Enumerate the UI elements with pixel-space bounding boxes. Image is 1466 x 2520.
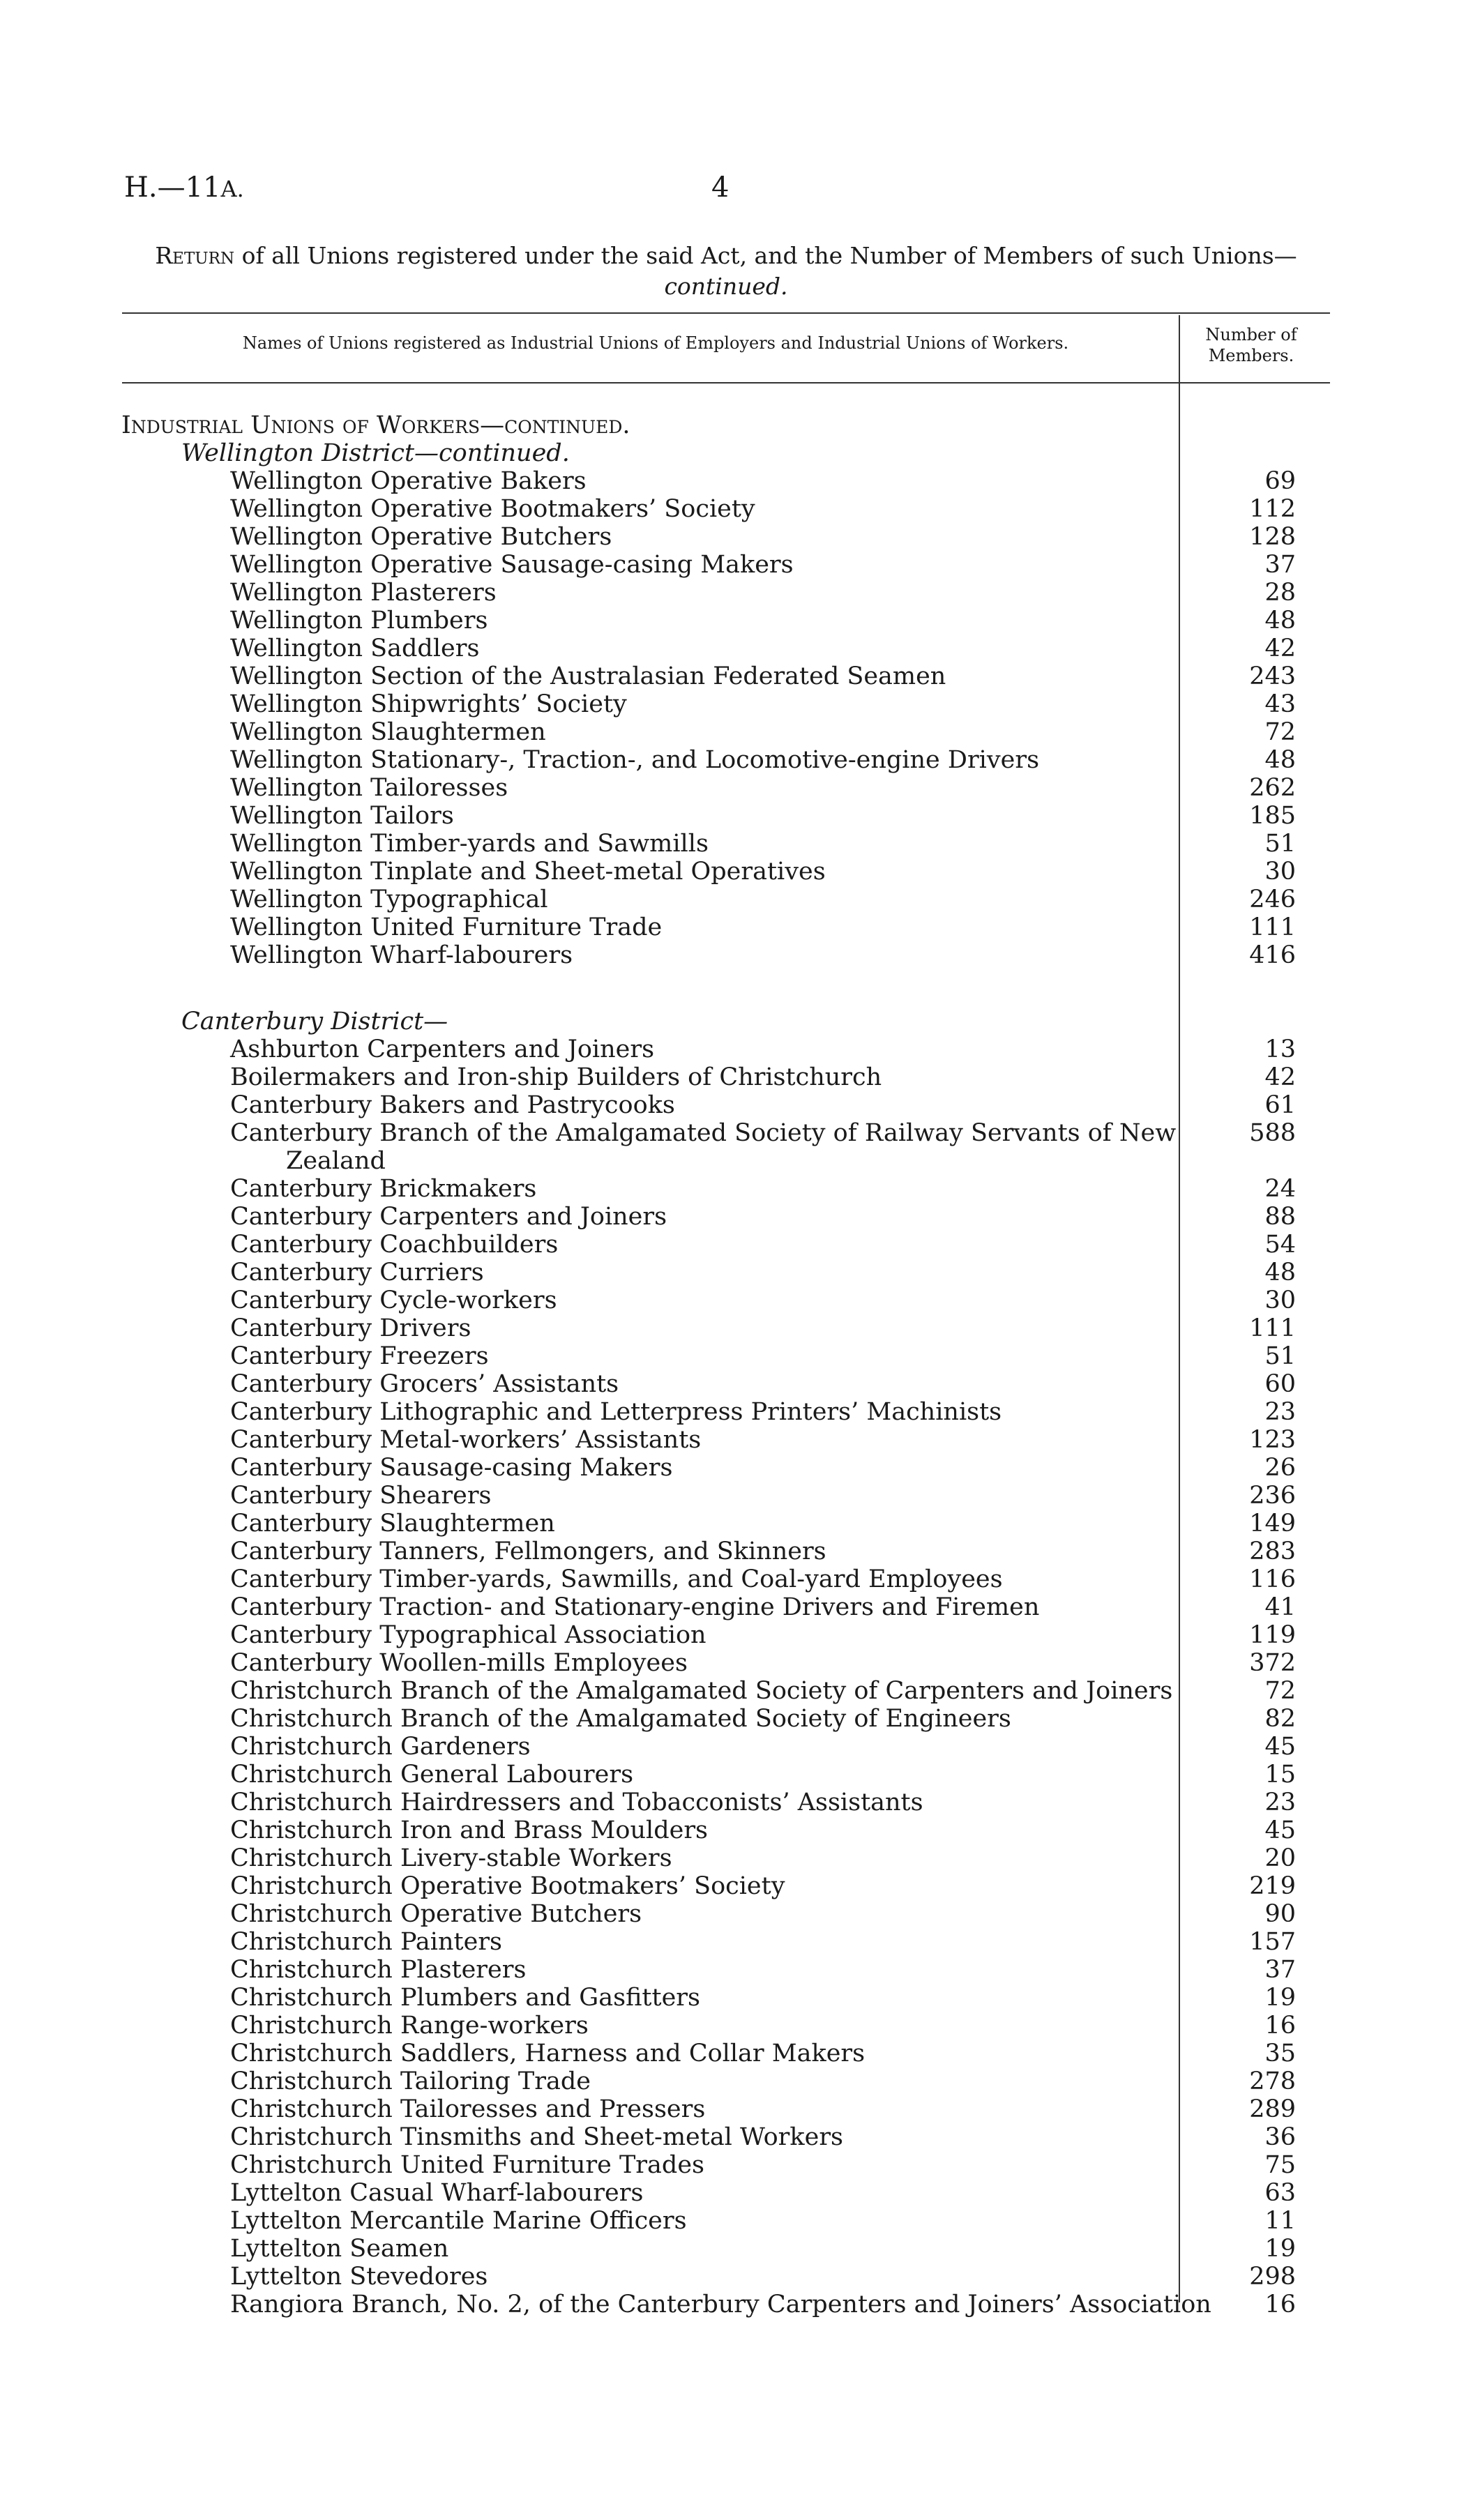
table-row (119, 635, 1325, 662)
table-row (119, 1482, 1325, 1510)
member-count: 51 (1264, 1342, 1296, 1370)
table-row (119, 2207, 1325, 2235)
table-row (119, 2235, 1325, 2263)
union-name: Christchurch Branch of the Amalgamated Society of Engineers (230, 1705, 1011, 1733)
table-row (119, 1286, 1325, 1314)
table-row (119, 802, 1325, 830)
union-name: Wellington Tinplate and Sheet-metal Operatives (230, 858, 826, 886)
member-count: 45 (1264, 1733, 1296, 1761)
union-name: Canterbury Carpenters and Joiners (230, 1203, 667, 1231)
table-row (119, 2040, 1325, 2067)
top-rule (122, 312, 1330, 314)
member-count: 26 (1264, 1454, 1296, 1482)
table-row (119, 941, 1325, 969)
table-row (119, 1370, 1325, 1398)
table-row (119, 1900, 1325, 1928)
table-row (119, 1872, 1325, 1900)
member-count: 111 (1249, 1314, 1296, 1342)
table-row (119, 830, 1325, 858)
union-name: Wellington Timber-yards and Sawmills (230, 830, 709, 858)
member-count: 298 (1249, 2263, 1296, 2291)
table-row (119, 1705, 1325, 1733)
table-row (119, 1538, 1325, 1565)
table-row (119, 495, 1325, 523)
table-row (119, 1175, 1325, 1203)
member-count: 246 (1249, 886, 1296, 913)
member-count: 90 (1264, 1900, 1296, 1928)
union-name: Christchurch Branch of the Amalgamated Society of Carpenters and Joiners (230, 1677, 1173, 1705)
member-count: 372 (1249, 1649, 1296, 1677)
table-row (119, 1063, 1325, 1091)
union-name: Christchurch Operative Butchers (230, 1900, 642, 1928)
union-name: Canterbury Traction- and Stationary-engine Drivers and Firemen (230, 1593, 1040, 1621)
table-row (119, 1398, 1325, 1426)
intro-body: of all Unions registered under the said Act, and the Number of Members of such Unions— (241, 242, 1297, 269)
union-name: Christchurch Tailoring Trade (230, 2067, 591, 2095)
union-name: Wellington Saddlers (230, 635, 480, 662)
table-row-continuation (119, 1147, 1325, 1175)
union-name: Canterbury Coachbuilders (230, 1231, 559, 1259)
table-row (119, 1119, 1325, 1147)
union-name: Boilermakers and Iron-ship Builders of Christchurch (230, 1063, 882, 1091)
return-word: Return (155, 242, 235, 269)
member-count: 11 (1264, 2207, 1296, 2235)
member-count: 51 (1264, 830, 1296, 858)
table-row (119, 1956, 1325, 1984)
member-count: 35 (1264, 2040, 1296, 2067)
member-count: 262 (1249, 774, 1296, 802)
member-count: 37 (1264, 1956, 1296, 1984)
member-count: 157 (1249, 1928, 1296, 1956)
member-count: 42 (1264, 635, 1296, 662)
union-name: Christchurch Iron and Brass Moulders (230, 1816, 709, 1844)
table-row (119, 718, 1325, 746)
member-count: 54 (1264, 1231, 1296, 1259)
table-row (119, 1203, 1325, 1231)
table-row (119, 1733, 1325, 1761)
union-name: Christchurch Painters (230, 1928, 503, 1956)
member-count: 111 (1249, 913, 1296, 941)
union-name: Wellington Tailors (230, 802, 454, 830)
union-name: Canterbury Bakers and Pastrycooks (230, 1091, 675, 1119)
union-name-continued: Zealand (286, 1147, 386, 1175)
table-row (119, 1677, 1325, 1705)
table-row (119, 579, 1325, 607)
union-name: Canterbury Tanners, Fellmongers, and Skinners (230, 1538, 826, 1565)
table-row (119, 1342, 1325, 1370)
member-count: 63 (1264, 2179, 1296, 2207)
union-name: Canterbury Cycle-workers (230, 1286, 557, 1314)
union-name: Wellington Wharf-labourers (230, 941, 573, 969)
union-name: Wellington Typographical (230, 886, 548, 913)
member-count: 88 (1264, 1203, 1296, 1231)
member-count: 283 (1249, 1538, 1296, 1565)
union-name: Canterbury Branch of the Amalgamated Society of Railway Servants of New (230, 1119, 1177, 1147)
table-row (119, 886, 1325, 913)
member-count: 48 (1264, 607, 1296, 635)
table-row (119, 607, 1325, 635)
member-count: 48 (1264, 746, 1296, 774)
union-name: Canterbury Brickmakers (230, 1175, 537, 1203)
union-name: Christchurch Tailoresses and Pressers (230, 2095, 706, 2123)
member-count: 45 (1264, 1816, 1296, 1844)
union-name: Christchurch General Labourers (230, 1761, 634, 1789)
table-row (119, 2263, 1325, 2291)
member-count: 119 (1249, 1621, 1296, 1649)
member-count: 23 (1264, 1789, 1296, 1816)
union-name: Canterbury Drivers (230, 1314, 471, 1342)
union-name: Wellington Operative Butchers (230, 523, 612, 551)
member-count: 60 (1264, 1370, 1296, 1398)
member-count: 30 (1264, 1286, 1296, 1314)
member-count: 43 (1264, 690, 1296, 718)
table-row (119, 858, 1325, 886)
table-row (119, 1231, 1325, 1259)
member-count: 82 (1264, 1705, 1296, 1733)
union-name: Christchurch Tinsmiths and Sheet-metal Workers (230, 2123, 844, 2151)
member-count: 16 (1264, 2291, 1296, 2318)
column-header-members: Number of Members. (1205, 325, 1297, 365)
intro-continued: continued. (664, 273, 788, 300)
table-row (119, 2151, 1325, 2179)
member-count: 37 (1264, 551, 1296, 579)
page-number: 4 (711, 172, 730, 204)
intro-text (122, 241, 1330, 302)
union-name: Wellington Operative Sausage-casing Makers (230, 551, 794, 579)
union-name: Canterbury Grocers’ Assistants (230, 1370, 619, 1398)
union-table (119, 411, 1325, 2318)
union-name: Christchurch Plasterers (230, 1956, 527, 1984)
district-heading-wellington: Wellington District—continued. (181, 439, 570, 467)
table-row (119, 1454, 1325, 1482)
member-count: 128 (1249, 523, 1296, 551)
member-count: 243 (1249, 662, 1296, 690)
member-count: 28 (1264, 579, 1296, 607)
union-name: Christchurch Saddlers, Harness and Collar Makers (230, 2040, 866, 2067)
union-name: Canterbury Metal-workers’ Assistants (230, 1426, 702, 1454)
member-count: 289 (1249, 2095, 1296, 2123)
member-count: 149 (1249, 1510, 1296, 1538)
table-row (119, 1844, 1325, 1872)
table-row (119, 1789, 1325, 1816)
union-name: Lyttelton Mercantile Marine Officers (230, 2207, 687, 2235)
table-row (119, 774, 1325, 802)
member-count: 185 (1249, 802, 1296, 830)
member-count: 112 (1249, 495, 1296, 523)
member-count: 61 (1264, 1091, 1296, 1119)
table-row (119, 1091, 1325, 1119)
union-name: Christchurch United Furniture Trades (230, 2151, 704, 2179)
member-count: 75 (1264, 2151, 1296, 2179)
member-count: 19 (1264, 1984, 1296, 2012)
union-name: Wellington Slaughtermen (230, 718, 546, 746)
district-heading-canterbury: Canterbury District— (181, 1008, 448, 1035)
union-name: Canterbury Curriers (230, 1259, 484, 1286)
table-row (119, 1984, 1325, 2012)
union-name: Wellington Section of the Australasian Federated Seamen (230, 662, 946, 690)
table-row (119, 2179, 1325, 2207)
union-name: Christchurch Hairdressers and Tobacconists’ Assistants (230, 1789, 923, 1816)
union-name: Wellington Plumbers (230, 607, 488, 635)
header-rule (122, 382, 1330, 384)
member-count: 69 (1264, 467, 1296, 495)
union-name: Wellington Stationary-, Traction-, and Locomotive-engine Drivers (230, 746, 1040, 774)
member-count: 16 (1264, 2012, 1296, 2040)
member-count: 42 (1264, 1063, 1296, 1091)
table-row (119, 1565, 1325, 1593)
member-count: 30 (1264, 858, 1296, 886)
table-row (119, 1761, 1325, 1789)
member-count: 23 (1264, 1398, 1296, 1426)
member-count: 588 (1249, 1119, 1296, 1147)
member-count: 116 (1249, 1565, 1296, 1593)
union-name: Wellington Shipwrights’ Society (230, 690, 627, 718)
table-row (119, 913, 1325, 941)
union-name: Canterbury Freezers (230, 1342, 489, 1370)
member-count: 48 (1264, 1259, 1296, 1286)
union-name: Christchurch Operative Bootmakers’ Society (230, 1872, 785, 1900)
table-row (119, 551, 1325, 579)
table-row (119, 1035, 1325, 1063)
table-row (119, 662, 1325, 690)
union-name: Canterbury Slaughtermen (230, 1510, 555, 1538)
union-name: Rangiora Branch, No. 2, of the Canterbury Carpenters and Joiners’ Association (230, 2291, 1211, 2318)
table-row (119, 746, 1325, 774)
union-name: Wellington United Furniture Trade (230, 913, 663, 941)
member-count: 15 (1264, 1761, 1296, 1789)
table-row (119, 1816, 1325, 1844)
union-name: Canterbury Lithographic and Letterpress Printers’ Machinists (230, 1398, 1002, 1426)
section-title: Industrial Unions of Workers—continued. (121, 411, 630, 439)
table-row (119, 2095, 1325, 2123)
union-name: Wellington Operative Bootmakers’ Society (230, 495, 755, 523)
union-name: Christchurch Gardeners (230, 1733, 531, 1761)
member-count: 36 (1264, 2123, 1296, 2151)
member-count: 416 (1249, 941, 1296, 969)
document-reference: H.—11A. (124, 172, 244, 204)
member-count: 13 (1264, 1035, 1296, 1063)
table-row (119, 2067, 1325, 2095)
table-row (119, 2291, 1325, 2318)
member-count: 41 (1264, 1593, 1296, 1621)
table-row (119, 2012, 1325, 2040)
table-row (119, 1314, 1325, 1342)
union-name: Canterbury Woollen-mills Employees (230, 1649, 688, 1677)
union-name: Canterbury Typographical Association (230, 1621, 706, 1649)
table-row (119, 1259, 1325, 1286)
table-row (119, 1621, 1325, 1649)
member-count: 278 (1249, 2067, 1296, 2095)
union-name: Wellington Tailoresses (230, 774, 508, 802)
union-name: Canterbury Timber-yards, Sawmills, and Coal-yard Employees (230, 1565, 1003, 1593)
member-count: 20 (1264, 1844, 1296, 1872)
table-row (119, 523, 1325, 551)
union-name: Christchurch Livery-stable Workers (230, 1844, 672, 1872)
table-row (119, 2123, 1325, 2151)
union-name: Christchurch Plumbers and Gasfitters (230, 1984, 700, 2012)
table-row (119, 1510, 1325, 1538)
union-name: Wellington Operative Bakers (230, 467, 587, 495)
column-header-names: Names of Unions registered as Industrial Unions of Employers and Industrial Unions of Workers. (242, 333, 1069, 353)
table-row (119, 1928, 1325, 1956)
union-name: Lyttelton Casual Wharf-labourers (230, 2179, 644, 2207)
union-name: Canterbury Sausage-casing Makers (230, 1454, 673, 1482)
member-count: 72 (1264, 718, 1296, 746)
member-count: 123 (1249, 1426, 1296, 1454)
union-name: Ashburton Carpenters and Joiners (230, 1035, 655, 1063)
member-count: 19 (1264, 2235, 1296, 2263)
table-row (119, 1593, 1325, 1621)
member-count: 219 (1249, 1872, 1296, 1900)
union-name: Lyttelton Seamen (230, 2235, 449, 2263)
table-row (119, 1426, 1325, 1454)
member-count: 24 (1264, 1175, 1296, 1203)
union-name: Lyttelton Stevedores (230, 2263, 488, 2291)
table-row (119, 1649, 1325, 1677)
table-row (119, 690, 1325, 718)
table-row (119, 467, 1325, 495)
union-name: Canterbury Shearers (230, 1482, 492, 1510)
union-name: Wellington Plasterers (230, 579, 497, 607)
member-count: 236 (1249, 1482, 1296, 1510)
union-name: Christchurch Range-workers (230, 2012, 589, 2040)
member-count: 72 (1264, 1677, 1296, 1705)
